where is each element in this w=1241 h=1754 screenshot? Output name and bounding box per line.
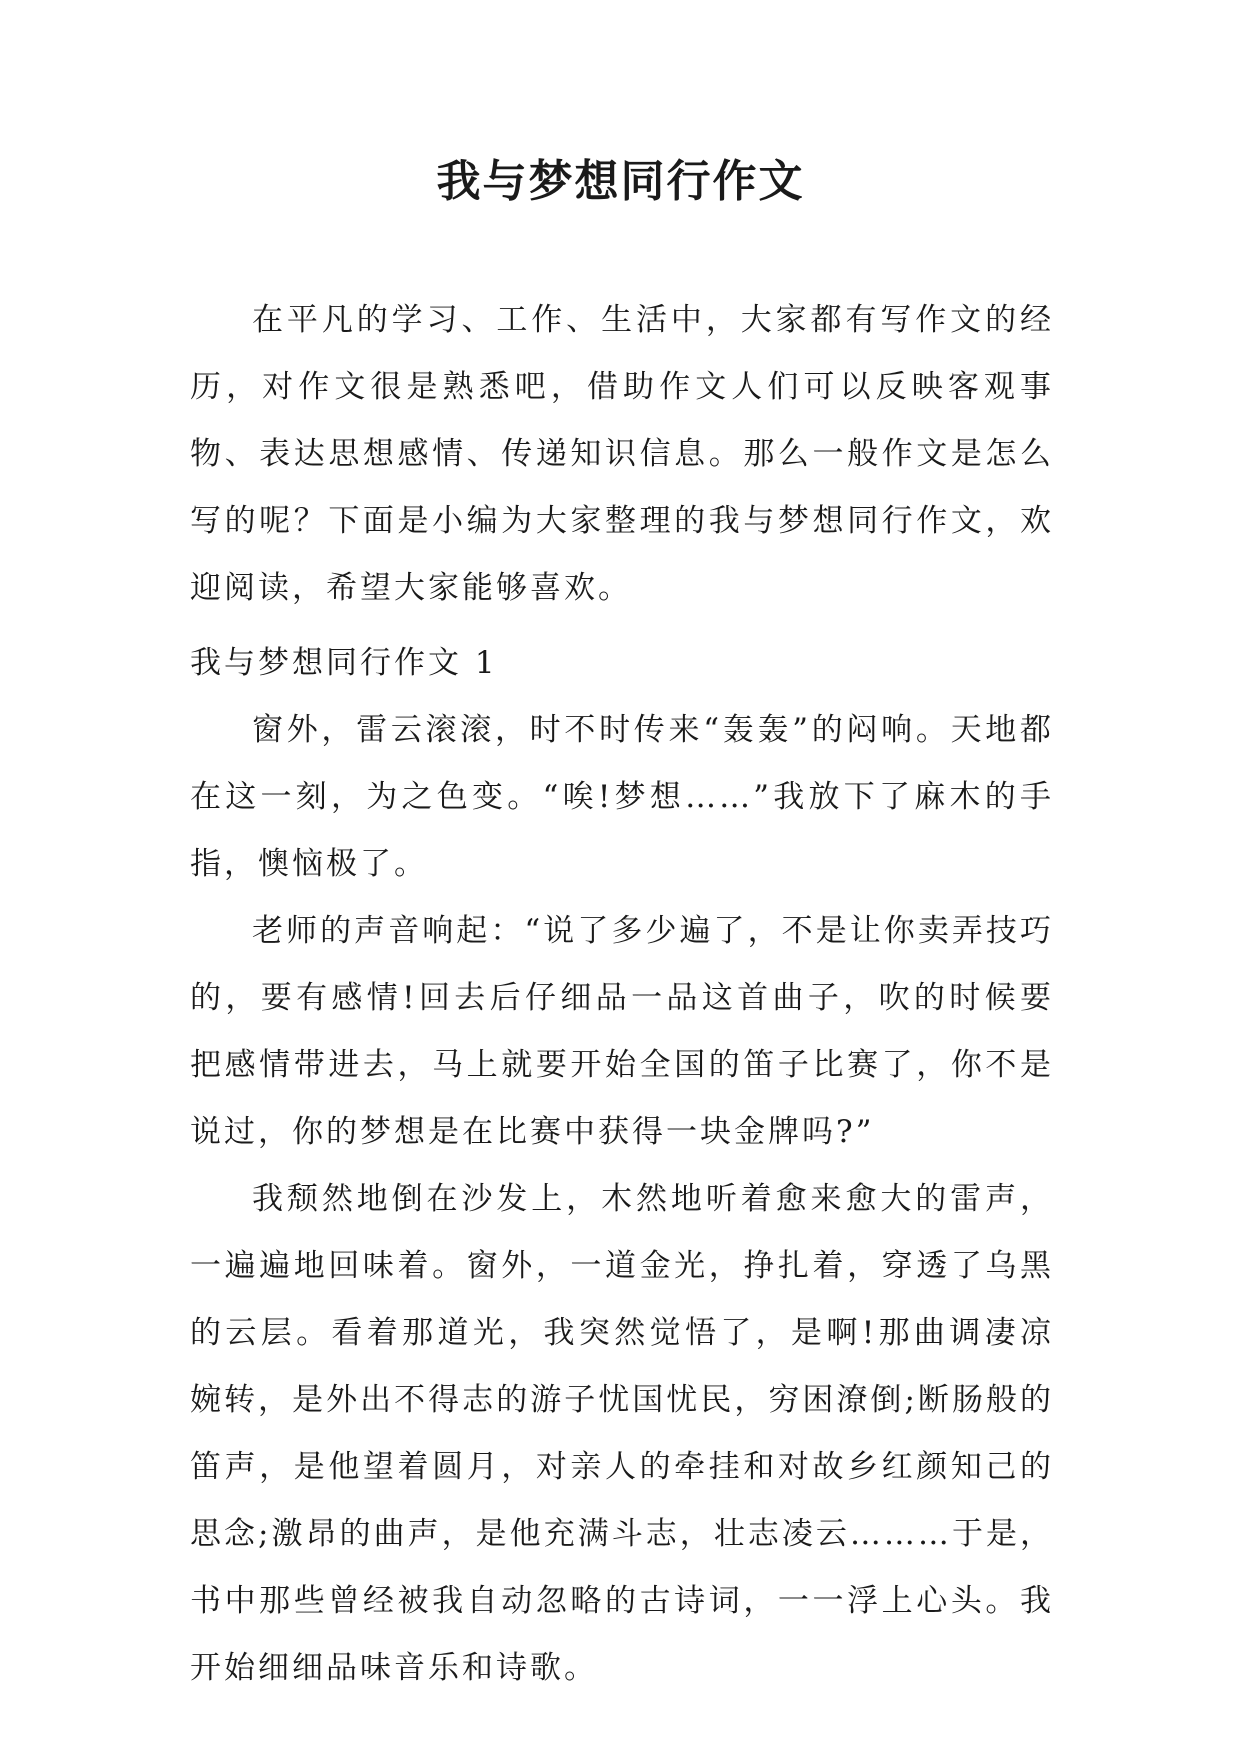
paragraph-2: 老师的声音响起：“说了多少遍了，不是让你卖弄技巧的，要有感情!回去后仔细品一品这首曲子，吹的时候要把感情带进去，马上就要开始全国的笛子比赛了，你不是说过，你的梦想是在比赛中获得一块金牌吗?” bbox=[190, 913, 1054, 1150]
paragraph-1: 窗外，雷云滚滚，时不时传来“轰轰”的闷响。天地都在这一刻，为之色变。“唉!梦想……”我放下了麻木的手指，懊恼极了。 bbox=[190, 712, 1054, 882]
paragraph-3: 我颓然地倒在沙发上，木然地听着愈来愈大的雷声，一遍遍地回味着。窗外，一道金光，挣扎着，穿透了乌黑的云层。看着那道光，我突然觉悟了，是啊!那曲调凄凉婉转，是外出不得志的游子忧国忧民，穷困潦倒;断肠般的笛声，是他望着圆月，对亲人的牵挂和对故乡红颜知己的思念;激昂的曲声，是他充满斗志，壮志凌云………于是，书中那些曾经被我自动忽略的古诗词，一一浮上心头。我开始细细品味音乐和诗歌。 bbox=[190, 1181, 1054, 1686]
section-1 bbox=[190, 630, 1054, 1702]
document-title: 我与梦想同行作文 bbox=[436, 156, 805, 207]
section-heading: 我与梦想同行作文 1 bbox=[190, 645, 498, 681]
intro-paragraph: 在平凡的学习、工作、生活中，大家都有写作文的经历，对作文很是熟悉吧，借助作文人们可以反映客观事物、表达思想感情、传递知识信息。那么一般作文是怎么写的呢？下面是小编为大家整理的我与梦想同行作文，欢迎阅读，希望大家能够喜欢。 bbox=[190, 302, 1054, 606]
intro-block bbox=[190, 287, 1054, 622]
